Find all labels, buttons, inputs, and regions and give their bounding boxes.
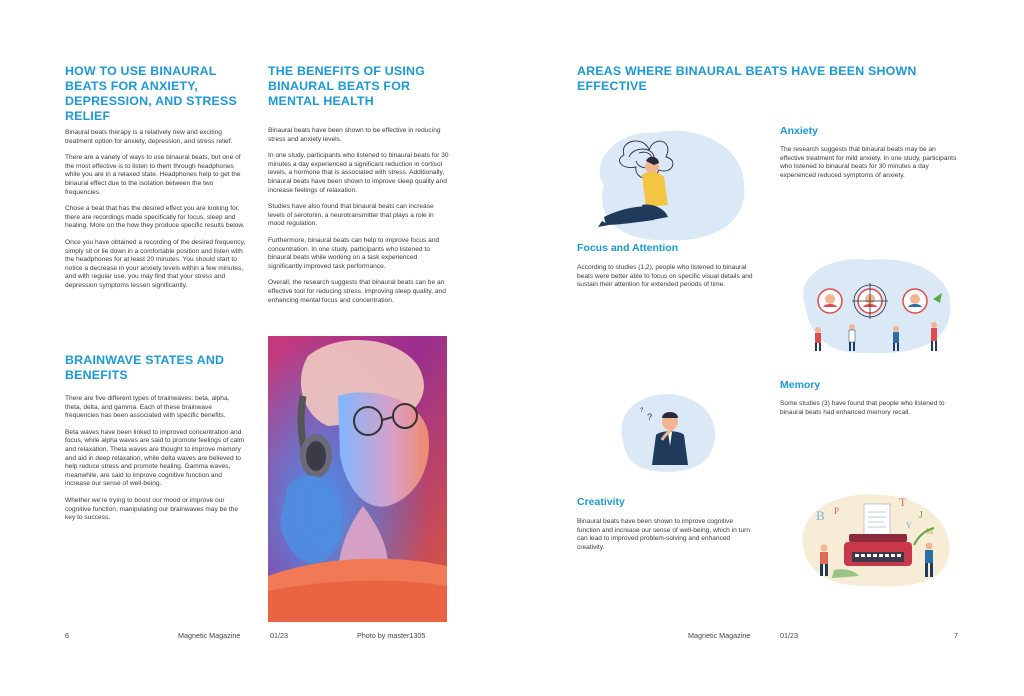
page-number-left: 6: [65, 631, 69, 640]
heading-brainwave: BRAINWAVE STATES AND BENEFITS: [65, 353, 225, 382]
anxious-person-illustration: [584, 125, 749, 243]
svg-text:M: M: [926, 527, 934, 536]
article-benefits: [268, 64, 450, 313]
heading-focus: Focus and Attention: [577, 242, 679, 254]
paragraph: In one study, participants who listened to binaural beats for 30 minutes a day experienced a significant reduction in cortisol levels, a hormone that is associated with stress. Additionally, binaural beats have been shown to improve sleep quality and increase feelings of relaxation.: [268, 152, 449, 194]
section-creativity: [577, 496, 757, 560]
heading-anxiety: Anxiety: [780, 125, 818, 137]
svg-text:J: J: [919, 510, 923, 521]
paragraph: According to studies (1,2), people who listened to binaural beats were better able to focus on specific visual details and sustain their attention for extended periods of time.: [577, 264, 753, 289]
issue-right: 01/23: [780, 631, 798, 640]
paragraph: Overall, the research suggests that binaural beats can be an effective tool for reducing stress, improving sleep quality, and enhancing mental focus and concentration.: [268, 279, 446, 304]
paragraph: There are five different types of brainwaves: beta, alpha, theta, delta, and gamma. Each of these brainwave frequencies has been associated with specific benefits.: [65, 395, 230, 420]
svg-text:Y: Y: [906, 521, 912, 530]
body-brainwave: [65, 395, 247, 523]
paragraph: Some studies (3) have found that people who listened to binaural beats had enhanced memory recall.: [780, 400, 945, 416]
body-how-to-use: [65, 129, 247, 291]
svg-text:P: P: [834, 506, 840, 516]
thinking-man-illustration: [612, 380, 722, 475]
heading-memory: Memory: [780, 379, 821, 391]
issue-left: 01/23: [270, 631, 288, 640]
paragraph: There are a variety of ways to use binaural beats, but one of the most effective is to listen to them through headphones while you are in a relaxed state. Headphones help to get the binaural effect due to the isolation between the two frequencies.: [65, 154, 241, 196]
focus-target-illustration: [790, 255, 955, 355]
body-memory: [780, 400, 960, 417]
right-page: [512, 0, 1024, 696]
svg-text:T: T: [899, 495, 907, 509]
page-number-right: 7: [954, 631, 958, 640]
section-memory: [780, 379, 960, 425]
paragraph: Whether we're trying to boost our mood or improve our cognitive function, manipulating our brainwaves may be the key to success.: [65, 496, 239, 522]
magazine-name-left: Magnetic Magazine: [178, 631, 241, 640]
paragraph: Once you have obtained a recording of the desired frequency, simply sit or lie down in a comfortable position and listen with the headphones for at least 20 minutes. You should start to notice a decrease in your anxiety levels within a few minutes, and with regular use, you may find that your stress and depression symptoms lessen significantly.: [65, 238, 246, 289]
heading-areas-effective: AREAS WHERE BINAURAL BEATS HAVE BEEN SHOWN EFFECTIVE: [577, 64, 917, 93]
body-focus: [577, 264, 757, 290]
paragraph: Binaural beats therapy is a relatively new and exciting treatment option for anxiety, depression, and stress relief.: [65, 129, 233, 145]
section-anxiety: [780, 125, 960, 188]
paragraph: Binaural beats have been shown to improve cognitive function and increase our sense of well-being, which in turn can lead to improved problem-solving and enhanced creativity.: [577, 518, 751, 551]
paragraph: Chose a beat that has the desired effect you are looking for, there are recordings made specifically for focus, sleep and healing. More on the how they produce specific results below.: [65, 205, 245, 230]
body-benefits: [268, 127, 450, 305]
paragraph: The research suggests that binaural beats may be an effective treatment for mild anxiety. In one study, participants who listened to binaural beats for 30 minutes a day experienced reduced symptoms of anxiety.: [780, 146, 957, 179]
svg-text:B: B: [816, 508, 825, 523]
paragraph: Binaural beats have been shown to be effective in reducing stress and anxiety levels.: [268, 127, 441, 143]
paragraph: Studies have also found that binaural beats can increase levels of serotonin, a neurotransmitter that plays a role in mood regulation.: [268, 203, 434, 228]
headphones-woman-photo: [268, 336, 447, 622]
section-focus: [577, 242, 757, 298]
heading-creativity: Creativity: [577, 496, 625, 508]
paragraph: Furthermore, binaural beats can help to improve focus and concentration. In one study, participants who listened to binaural beats while working on a task experienced significantly improved task performance.: [268, 236, 440, 270]
article-brainwave: [65, 353, 247, 531]
body-anxiety: [780, 146, 960, 180]
photo-credit: Photo by master1305: [357, 631, 426, 640]
magazine-name-right: Magnetic Magazine: [688, 631, 751, 640]
svg-text:?: ?: [640, 408, 644, 414]
heading-benefits: THE BENEFITS OF USING BINAURAL BEATS FOR MENTAL HEALTH: [268, 64, 426, 108]
svg-text:?: ?: [647, 412, 653, 422]
creativity-typewriter-illustration: [794, 490, 954, 588]
paragraph: Beta waves have been linked to improved concentration and focus, while alpha waves are said to promote feelings of calm and relaxation. Theta waves are thought to improve memory and aid in deep relaxation, while delta waves are believed to help reduce stress and promote healing. Gamma waves, meanwhile, are said to improve cognitive function and increase our sense of well-being.: [65, 428, 245, 488]
body-creativity: [577, 518, 757, 552]
article-anxiety-usage: [65, 64, 247, 299]
heading-how-to-use: HOW TO USE BINAURAL BEATS FOR ANXIETY, DEPRESSION, AND STRESS RELIEF: [65, 64, 237, 123]
